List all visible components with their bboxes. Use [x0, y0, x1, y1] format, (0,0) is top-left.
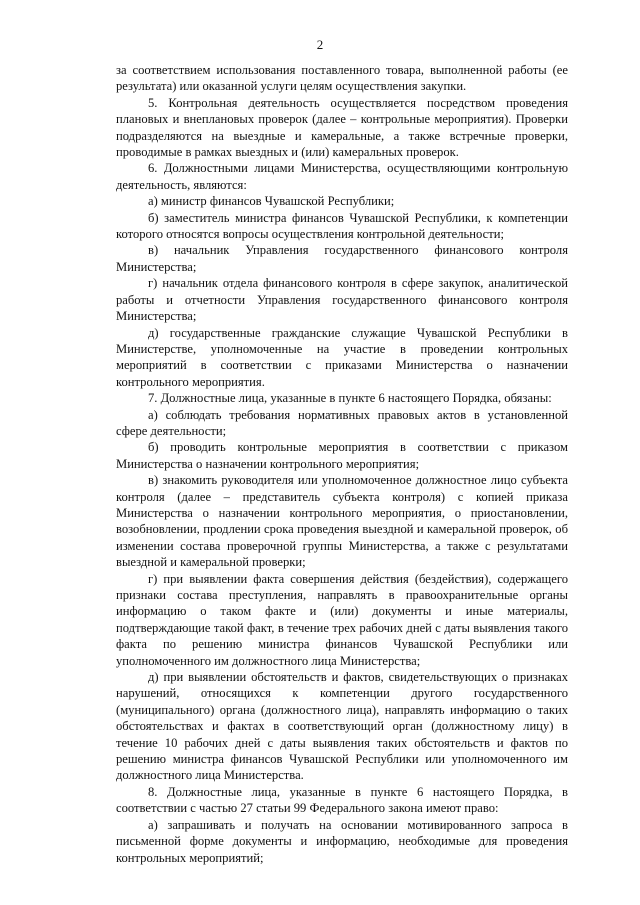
paragraph-item-6a: а) министр финансов Чувашской Республики; [148, 194, 395, 209]
document-body [116, 62, 568, 866]
paragraph-item-8a: а) запрашивать и получать на основании мотивированного запроса в письменной форме документы и информацию, необходимые для проведения контрольных мероприятий; [116, 817, 568, 865]
paragraph-item-7b: б) проводить контрольные мероприятия в соответствии с приказом Министерства о назначении контрольного мероприятия; [116, 440, 568, 471]
paragraph-item-7v: в) знакомить руководителя или уполномоченное должностное лицо субъекта контроля (далее – представитель субъекта контроля) с копией приказа Министерства о назначении контрольного мероприятия, о приостановлении, возобновлении, продлении срока проведения выездной и камеральной проверок, об изменении состава проверочной группы Министерства, а также с результатами выездной и камеральной проверки; [116, 473, 568, 570]
paragraph-continuation: за соответствием использования поставленного товара, выполненной работы (ее результата) или оказанной услуги целям осуществления закупки. [116, 63, 568, 94]
paragraph-item-7d: д) при выявлении обстоятельств и фактов, свидетельствующих о признаках нарушений, относящихся к компетенции другого государственного (муниципального) органа (должностного лица), направлять информацию о таких обстоятельствах и фактах в соответствующий орган (должностному лицу) в течение 10 рабочих дней с даты выявления таких обстоятельств и фактов по решению министра финансов Чувашской Республики или уполномоченного им должностного лица Министерства. [116, 670, 568, 783]
paragraph-item-5: 5. Контрольная деятельность осуществляется посредством проведения плановых и внеплановых проверок (далее – контрольные мероприятия). Проверки подразделяются на выездные и камеральные, а также встречные проверки, проводимые в рамках выездных и (или) камеральных проверок. [116, 95, 568, 160]
page-number: 2 [316, 37, 324, 52]
paragraph-item-7a: а) соблюдать требования нормативных правовых актов в установленной сфере деятельности; [116, 407, 568, 438]
paragraph-item-6: 6. Должностными лицами Министерства, осуществляющими контрольную деятельность, являются: [116, 161, 568, 192]
paragraph-item-7g: г) при выявлении факта совершения действия (бездействия), содержащего признаки состава преступления, направлять в правоохранительные органы информацию о таком факте и (или) документы и иные материалы, подтверждающие такой факт, в течение трех рабочих дней с даты выявления такого факта по решению министра финансов Чувашской Республики или уполномоченного им должностного лица Министерства; [116, 571, 568, 668]
paragraph-item-6b: б) заместитель министра финансов Чувашской Республики, к компетенции которого относятся вопросы осуществления контрольной деятельности; [116, 210, 568, 242]
paragraph-item-7: 7. Должностные лица, указанные в пункте 6 настоящего Порядка, обязаны: [148, 391, 552, 406]
paragraph-item-8: 8. Должностные лица, указанные в пункте 6 настоящего Порядка, в соответствии с частью 27 статьи 99 Федерального закона имеют право: [116, 784, 568, 816]
paragraph-item-6v: в) начальник Управления государственного финансового контроля Министерства; [116, 243, 568, 274]
paragraph-item-6d: д) государственные гражданские служащие Чувашской Республики в Министерстве, уполномоченные на участие в проведении контрольных мероприятий в соответствии с приказами Министерства о назначении контрольного мероприятия. [116, 325, 568, 389]
paragraph-item-6g: г) начальник отдела финансового контроля в сфере закупок, аналитической работы и отчетности Управления государственного финансового контроля Министерства; [116, 276, 568, 324]
